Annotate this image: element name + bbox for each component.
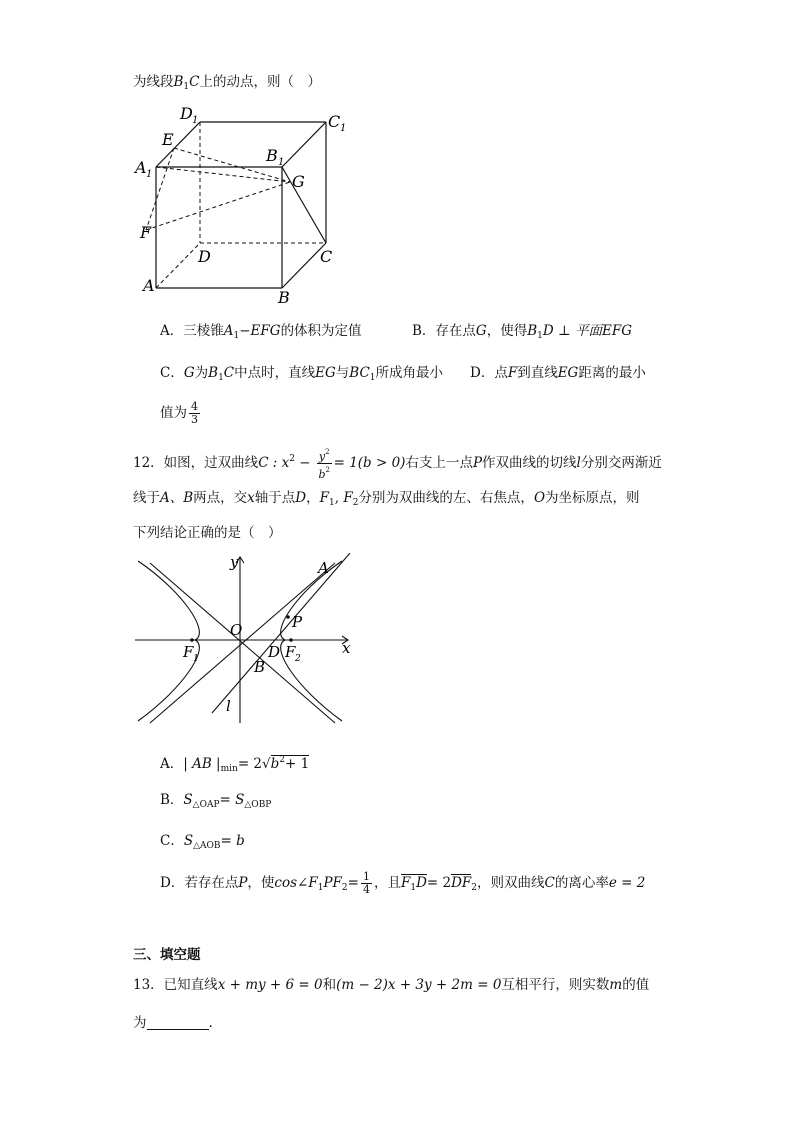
label-A: A (143, 276, 155, 295)
graph-label-F1: F (183, 643, 194, 661)
label-F: F (140, 223, 152, 242)
q12-stem-line1: 12．如图，过双曲线C : $x^2$ − $\frac{y^2}{b^2}$ = 1(b > 0)右支上一点P作双曲线的切线l分别交两渐近 (133, 448, 662, 481)
q11-intro: 为线段$B_1C$上的动点，则（ ） (133, 74, 321, 92)
label-C1-sub: 1 (340, 123, 347, 134)
graph-label-x: x (342, 639, 351, 657)
label-D1: D (180, 105, 193, 123)
q12-option-a: A．| AB $|_{min}= 2√b^2+ 1$ (160, 755, 310, 774)
hyperbola-figure (130, 553, 360, 728)
q11-option-d-cont: 值为 $\frac{4}{3}$ (160, 400, 198, 426)
q12-stem-line2: 线于A、B两点，交x轴于点D，$F_1$, $F_2$分别为双曲线的左、右焦点，O为坐标原点，则 (133, 490, 640, 508)
graph-label-F2: F (285, 643, 296, 661)
q12-stem-line3: 下列结论正确的是（ ） (133, 525, 282, 541)
q11-option-a: A．三棱锥$A_1-EFG$的体积为定值 (160, 323, 362, 341)
q13-line1: 13．已知直线x + my + 6 = 0和(m − 2)x + 3y + 2m = 0互相平行，则实数m的值 (133, 977, 650, 993)
q11-option-d: D．点F到直线EG距离的最小 (470, 365, 646, 381)
graph-label-D: D (268, 643, 281, 661)
label-B: B (278, 288, 290, 305)
graph-label-P: P (292, 613, 303, 631)
q12-option-c: C．$S_{\triangle AOB}= b$ (160, 833, 245, 851)
label-G: G (292, 172, 305, 191)
label-C: C (320, 247, 333, 266)
label-A1: A (135, 158, 147, 177)
label-D: D (198, 247, 211, 266)
q12-option-b: B．$S_{\triangle OAP}= S_{\triangle OBP}$ (160, 792, 272, 810)
label-E: E (162, 130, 174, 149)
label-B1: B (266, 146, 278, 165)
q12-option-d: D．若存在点P，使$\cos\angle F_1PF_2=$ $\frac{1}{4}$ ，且$F_1D= 2DF_2$，则双曲线C的离心率e = 2 (160, 870, 646, 896)
section-title: 三、填空题 (133, 947, 201, 963)
graph-label-A: A (318, 559, 329, 577)
q13-line2: 为 . (133, 1015, 213, 1031)
graph-label-B: B (254, 658, 266, 676)
cube-figure (130, 105, 350, 305)
q13-answer-blank[interactable] (147, 1015, 209, 1030)
q11-option-b: B．存在点G，使得$B_1D$ ⊥ 平面EFG (412, 323, 632, 341)
label-C1: C (328, 112, 341, 131)
q11-option-c: C．G为$B_1C$中点时，直线EG与$BC_1$所成角最小 (160, 365, 444, 383)
graph-label-F1-sub: 1 (193, 654, 199, 664)
label-A1-sub: 1 (146, 169, 153, 180)
graph-label-y: y (230, 553, 239, 571)
label-D1-sub: 1 (192, 115, 199, 126)
graph-label-l: l (226, 697, 231, 715)
label-B1-sub: 1 (278, 157, 285, 168)
graph-label-O: O (230, 621, 243, 639)
graph-label-F2-sub: 2 (295, 654, 301, 664)
